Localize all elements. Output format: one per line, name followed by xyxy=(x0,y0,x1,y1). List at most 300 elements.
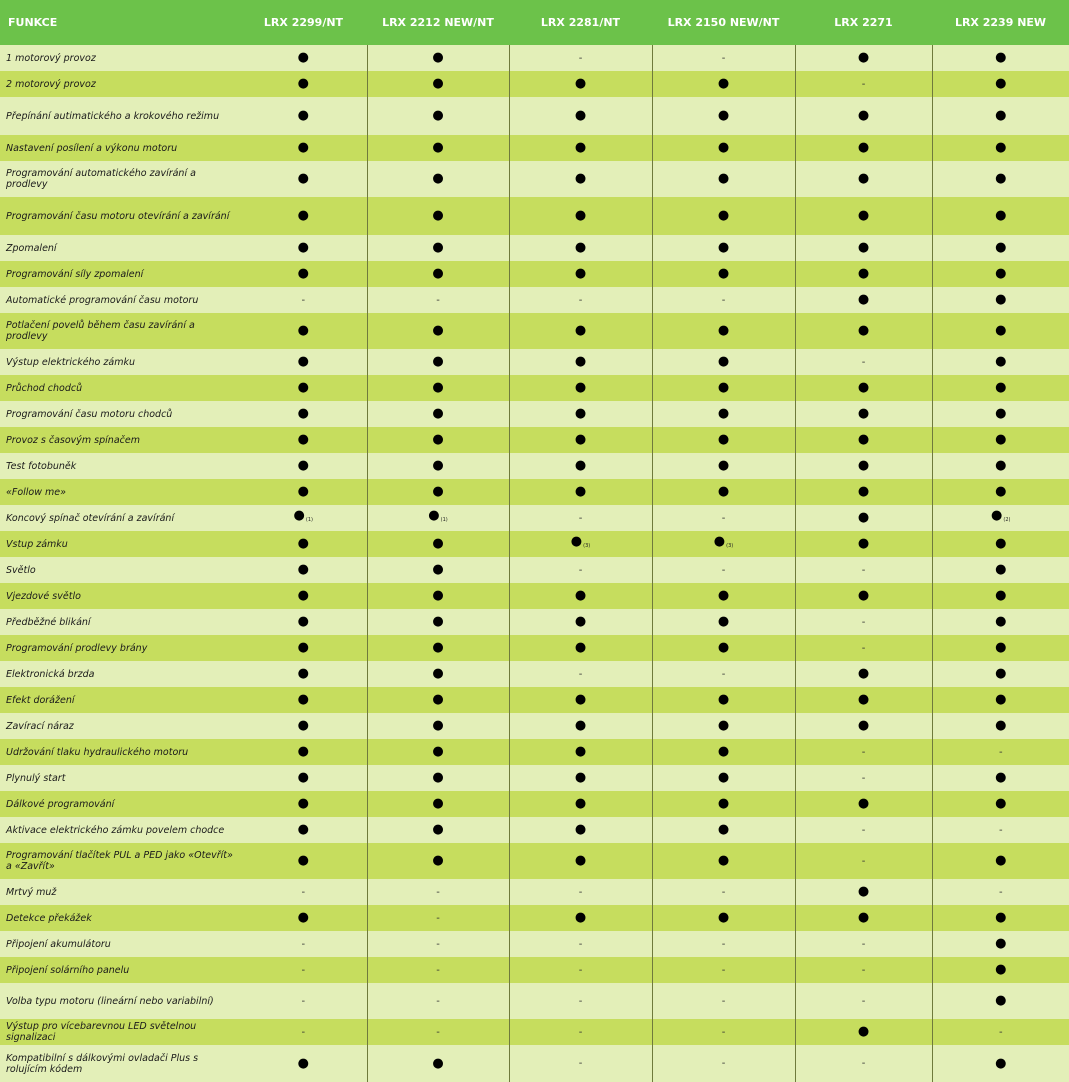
feature-label: Programování tlačítek PUL a PED jako «Otevřít» a «Zavřít» xyxy=(0,843,240,879)
feature-cell xyxy=(795,817,932,843)
supported-dot-icon: ● xyxy=(717,853,730,868)
supported-dot-icon: ● xyxy=(574,692,587,707)
feature-cell xyxy=(509,349,652,375)
supported-dot-icon: ● xyxy=(995,484,1007,499)
not-supported-dash: - xyxy=(998,1026,1003,1038)
feature-cell xyxy=(367,879,509,905)
feature-cell xyxy=(652,479,795,505)
feature-cell xyxy=(932,401,1069,427)
table-row xyxy=(0,401,1069,427)
feature-cell xyxy=(795,349,932,375)
footnote-marker: (1) xyxy=(305,517,313,523)
table-row xyxy=(0,1045,1069,1082)
feature-cell xyxy=(795,765,932,791)
supported-dot-icon: ● xyxy=(717,108,730,123)
feature-cell xyxy=(652,313,795,349)
not-supported-dash: - xyxy=(861,78,866,90)
feature-cell xyxy=(652,791,795,817)
feature-cell xyxy=(240,609,367,635)
feature-label: Výstup pro vícebarevnou LED světelnou signalizaci xyxy=(0,1019,240,1045)
feature-label: 1 motorový provoz xyxy=(0,45,240,71)
supported-dot-icon: ● xyxy=(574,354,587,369)
feature-cell xyxy=(652,687,795,713)
feature-cell xyxy=(367,505,509,531)
feature-cell xyxy=(795,197,932,235)
feature-cell xyxy=(932,765,1069,791)
feature-cell xyxy=(367,71,509,97)
feature-cell xyxy=(509,635,652,661)
not-supported-dash: - xyxy=(861,772,866,784)
supported-dot-icon: ● xyxy=(574,588,587,603)
supported-dot-icon: ● xyxy=(995,993,1007,1008)
supported-dot-icon: ● xyxy=(995,76,1007,91)
feature-cell xyxy=(795,661,932,687)
model-header-lrx-2281-nt: LRX 2281/NT xyxy=(509,0,652,45)
supported-dot-icon: ● xyxy=(297,108,309,123)
feature-label: Světlo xyxy=(0,557,240,583)
feature-cell xyxy=(652,71,795,97)
not-supported-dash: - xyxy=(861,855,866,867)
not-supported-dash: - xyxy=(578,1026,583,1038)
supported-dot-icon: ● xyxy=(717,614,730,629)
supported-dot-icon: ● xyxy=(432,323,444,338)
feature-cell xyxy=(932,713,1069,739)
feature-cell xyxy=(932,635,1069,661)
supported-dot-icon: ● xyxy=(857,240,870,255)
feature-cell xyxy=(652,905,795,931)
footnote-marker: (3) xyxy=(583,543,591,549)
supported-dot-icon: ● xyxy=(717,588,730,603)
feature-label: Průchod chodců xyxy=(0,375,240,401)
feature-cell xyxy=(795,135,932,161)
supported-dot-icon: ● xyxy=(857,718,870,733)
table-row xyxy=(0,531,1069,557)
feature-label: Připojení akumulátoru xyxy=(0,931,240,957)
supported-dot-icon: ● xyxy=(432,1055,444,1071)
supported-dot-icon: ● xyxy=(574,910,587,925)
table-row xyxy=(0,765,1069,791)
feature-cell xyxy=(795,427,932,453)
not-supported-dash: - xyxy=(436,886,440,898)
supported-dot-icon: ● xyxy=(717,432,730,447)
feature-cell xyxy=(240,661,367,687)
feature-cell xyxy=(240,235,367,261)
feature-cell xyxy=(509,1045,652,1082)
supported-dot-icon: ● xyxy=(995,640,1007,655)
feature-label: Vstup zámku xyxy=(0,531,240,557)
supported-dot-icon: ● xyxy=(574,640,587,655)
supported-dot-icon: ● xyxy=(297,910,309,925)
supported-dot-icon: ● xyxy=(717,822,730,837)
feature-cell xyxy=(932,739,1069,765)
supported-dot-icon: ● xyxy=(432,50,444,65)
feature-cell xyxy=(652,135,795,161)
feature-cell xyxy=(795,957,932,983)
supported-dot-icon: ● xyxy=(432,666,444,681)
table-row xyxy=(0,583,1069,609)
supported-dot-icon: ● xyxy=(995,588,1007,603)
feature-cell xyxy=(932,261,1069,287)
feature-cell xyxy=(795,505,932,531)
not-supported-dash: - xyxy=(861,1058,866,1069)
supported-dot-icon: ● xyxy=(857,536,870,551)
feature-cell xyxy=(240,135,367,161)
feature-cell xyxy=(240,505,367,531)
feature-cell xyxy=(240,161,367,197)
feature-cell xyxy=(932,905,1069,931)
table-row xyxy=(0,609,1069,635)
feature-cell xyxy=(367,349,509,375)
feature-cell xyxy=(509,583,652,609)
feature-cell xyxy=(652,879,795,905)
not-supported-dash: - xyxy=(578,512,583,524)
feature-cell xyxy=(240,97,367,135)
supported-dot-icon: ● xyxy=(995,936,1007,951)
supported-dot-icon: ● xyxy=(857,692,870,707)
not-supported-dash: - xyxy=(998,824,1003,836)
supported-dot-icon: ● xyxy=(995,171,1007,186)
feature-cell xyxy=(367,713,509,739)
supported-dot-icon: ● xyxy=(857,432,870,447)
supported-dot-icon: ● xyxy=(432,822,444,837)
supported-dot-icon: ● xyxy=(857,910,870,925)
feature-cell xyxy=(932,453,1069,479)
supported-dot-icon: ● xyxy=(297,562,309,577)
feature-cell xyxy=(652,235,795,261)
feature-cell xyxy=(652,261,795,287)
feature-cell xyxy=(367,765,509,791)
table-row xyxy=(0,957,1069,983)
supported-dot-icon: ● xyxy=(857,406,870,421)
feature-cell xyxy=(652,739,795,765)
supported-dot-icon: ● xyxy=(717,323,730,338)
feature-cell xyxy=(509,287,652,313)
feature-cell xyxy=(367,739,509,765)
model-header-lrx-2239-new: LRX 2239 NEW xyxy=(932,0,1069,45)
feature-label: Plynulý start xyxy=(0,765,240,791)
feature-cell xyxy=(509,197,652,235)
supported-dot-icon: ● xyxy=(717,640,730,655)
table-row xyxy=(0,161,1069,197)
supported-dot-icon: ● xyxy=(717,380,730,395)
supported-dot-icon: ● xyxy=(432,770,444,785)
feature-cell xyxy=(795,931,932,957)
feature-cell xyxy=(240,957,367,983)
feature-cell xyxy=(240,479,367,505)
feature-cell xyxy=(652,765,795,791)
not-supported-dash: - xyxy=(861,642,866,654)
feature-cell xyxy=(509,261,652,287)
not-supported-dash: - xyxy=(721,1058,726,1069)
supported-dot-icon: ● xyxy=(574,484,587,499)
supported-dot-icon: ● xyxy=(297,380,309,395)
feature-cell xyxy=(509,161,652,197)
not-supported-dash: - xyxy=(436,938,440,950)
table-row xyxy=(0,135,1069,161)
feature-cell xyxy=(240,261,367,287)
supported-dot-icon: ● xyxy=(293,508,305,523)
feature-cell xyxy=(367,197,509,235)
feature-cell xyxy=(509,427,652,453)
table-row xyxy=(0,687,1069,713)
feature-cell xyxy=(795,453,932,479)
table-row xyxy=(0,235,1069,261)
supported-dot-icon: ● xyxy=(857,208,870,223)
table-row xyxy=(0,375,1069,401)
table-row xyxy=(0,1019,1069,1045)
not-supported-dash: - xyxy=(301,1026,306,1038)
feature-cell xyxy=(652,661,795,687)
feature-cell xyxy=(795,557,932,583)
feature-cell xyxy=(795,1019,932,1045)
feature-cell xyxy=(509,45,652,71)
table-row xyxy=(0,791,1069,817)
not-supported-dash: - xyxy=(861,938,866,950)
feature-label: Elektronická brzda xyxy=(0,661,240,687)
supported-dot-icon: ● xyxy=(297,458,309,473)
supported-dot-icon: ● xyxy=(432,76,444,91)
feature-cell xyxy=(367,791,509,817)
feature-cell xyxy=(509,843,652,879)
supported-dot-icon: ● xyxy=(717,140,730,155)
supported-dot-icon: ● xyxy=(857,323,870,338)
feature-cell xyxy=(367,287,509,313)
feature-cell xyxy=(367,687,509,713)
feature-cell xyxy=(795,45,932,71)
feature-cell xyxy=(240,557,367,583)
supported-dot-icon: ● xyxy=(574,208,587,223)
model-header-lrx-2212-new-nt: LRX 2212 NEW/NT xyxy=(367,0,509,45)
feature-cell xyxy=(795,161,932,197)
feature-cell xyxy=(932,661,1069,687)
feature-cell xyxy=(509,905,652,931)
feature-cell xyxy=(367,843,509,879)
feature-cell xyxy=(509,235,652,261)
not-supported-dash: - xyxy=(721,995,726,1007)
feature-label: Předběžné blikání xyxy=(0,609,240,635)
supported-dot-icon: ● xyxy=(432,692,444,707)
feature-cell xyxy=(367,453,509,479)
feature-label: Přepínání autimatického a krokového režimu xyxy=(0,97,240,135)
feature-cell xyxy=(367,531,509,557)
supported-dot-icon: ● xyxy=(432,171,444,186)
feature-cell xyxy=(652,1019,795,1045)
supported-dot-icon: ● xyxy=(297,822,309,837)
supported-dot-icon: ● xyxy=(432,380,444,395)
supported-dot-icon: ● xyxy=(995,108,1007,123)
supported-dot-icon: ● xyxy=(432,432,444,447)
supported-dot-icon: ● xyxy=(428,508,440,523)
feature-cell xyxy=(367,1019,509,1045)
feature-cell xyxy=(795,479,932,505)
feature-cell xyxy=(795,739,932,765)
feature-cell xyxy=(509,1019,652,1045)
feature-cell xyxy=(795,235,932,261)
supported-dot-icon: ● xyxy=(995,458,1007,473)
table-row xyxy=(0,97,1069,135)
supported-dot-icon: ● xyxy=(717,458,730,473)
supported-dot-icon: ● xyxy=(995,432,1007,447)
not-supported-dash: - xyxy=(721,294,726,306)
supported-dot-icon: ● xyxy=(432,354,444,369)
feature-cell xyxy=(932,161,1069,197)
not-supported-dash: - xyxy=(436,964,440,976)
supported-dot-icon: ● xyxy=(995,536,1007,551)
feature-cell xyxy=(509,401,652,427)
supported-dot-icon: ● xyxy=(432,536,444,551)
feature-cell xyxy=(509,983,652,1019)
feature-cell xyxy=(509,739,652,765)
feature-cell xyxy=(795,261,932,287)
feature-label: Test fotobuněk xyxy=(0,453,240,479)
feature-cell xyxy=(652,635,795,661)
feature-cell xyxy=(367,661,509,687)
not-supported-dash: - xyxy=(578,52,583,64)
supported-dot-icon: ● xyxy=(297,796,309,811)
feature-cell xyxy=(509,879,652,905)
feature-cell xyxy=(652,957,795,983)
table-row xyxy=(0,739,1069,765)
feature-label: Zpomalení xyxy=(0,235,240,261)
not-supported-dash: - xyxy=(436,1026,440,1038)
supported-dot-icon: ● xyxy=(297,50,309,65)
supported-dot-icon: ● xyxy=(857,484,870,499)
feature-cell xyxy=(652,843,795,879)
supported-dot-icon: ● xyxy=(995,354,1007,369)
feature-cell xyxy=(240,531,367,557)
supported-dot-icon: ● xyxy=(995,770,1007,785)
table-row xyxy=(0,197,1069,235)
not-supported-dash: - xyxy=(861,824,866,836)
supported-dot-icon: ● xyxy=(995,140,1007,155)
supported-dot-icon: ● xyxy=(857,588,870,603)
feature-cell xyxy=(509,817,652,843)
feature-label: «Follow me» xyxy=(0,479,240,505)
feature-cell xyxy=(932,235,1069,261)
supported-dot-icon: ● xyxy=(857,666,870,681)
supported-dot-icon: ● xyxy=(857,380,870,395)
supported-dot-icon: ● xyxy=(995,614,1007,629)
feature-cell xyxy=(932,531,1069,557)
feature-cell xyxy=(932,583,1069,609)
feature-cell xyxy=(240,287,367,313)
feature-label: Připojení solárního panelu xyxy=(0,957,240,983)
supported-dot-icon: ● xyxy=(995,406,1007,421)
supported-dot-icon: ● xyxy=(297,770,309,785)
supported-dot-icon: ● xyxy=(297,171,309,186)
supported-dot-icon: ● xyxy=(857,292,870,307)
table-row xyxy=(0,879,1069,905)
feature-cell xyxy=(932,313,1069,349)
feature-cell xyxy=(240,879,367,905)
feature-cell xyxy=(240,905,367,931)
supported-dot-icon: ● xyxy=(432,796,444,811)
supported-dot-icon: ● xyxy=(570,534,583,549)
supported-dot-icon: ● xyxy=(574,323,587,338)
feature-cell xyxy=(240,687,367,713)
feature-cell xyxy=(652,931,795,957)
supported-dot-icon: ● xyxy=(995,266,1007,281)
feature-cell xyxy=(932,931,1069,957)
feature-cell xyxy=(652,983,795,1019)
feature-cell xyxy=(509,713,652,739)
supported-dot-icon: ● xyxy=(574,458,587,473)
feature-cell xyxy=(240,635,367,661)
feature-cell xyxy=(795,375,932,401)
feature-label: Programování automatického zavírání a prodlevy xyxy=(0,161,240,197)
supported-dot-icon: ● xyxy=(432,240,444,255)
feature-cell xyxy=(652,401,795,427)
feature-label: Zavírací náraz xyxy=(0,713,240,739)
feature-cell xyxy=(652,817,795,843)
supported-dot-icon: ● xyxy=(995,562,1007,577)
not-supported-dash: - xyxy=(578,964,583,976)
feature-cell xyxy=(509,505,652,531)
not-supported-dash: - xyxy=(861,564,866,576)
not-supported-dash: - xyxy=(721,564,726,576)
supported-dot-icon: ● xyxy=(297,432,309,447)
feature-cell xyxy=(652,97,795,135)
model-header-lrx-2271: LRX 2271 xyxy=(795,0,932,45)
feature-cell xyxy=(795,71,932,97)
not-supported-dash: - xyxy=(861,746,866,758)
feature-cell xyxy=(367,983,509,1019)
supported-dot-icon: ● xyxy=(857,796,870,811)
supported-dot-icon: ● xyxy=(991,508,1003,523)
feature-cell xyxy=(932,97,1069,135)
feature-label: Efekt dorážení xyxy=(0,687,240,713)
supported-dot-icon: ● xyxy=(857,884,870,899)
table-row xyxy=(0,983,1069,1019)
supported-dot-icon: ● xyxy=(432,562,444,577)
feature-cell xyxy=(240,765,367,791)
table-row xyxy=(0,427,1069,453)
feature-cell xyxy=(509,135,652,161)
supported-dot-icon: ● xyxy=(432,140,444,155)
supported-dot-icon: ● xyxy=(995,292,1007,307)
not-supported-dash: - xyxy=(436,912,440,924)
supported-dot-icon: ● xyxy=(574,266,587,281)
feature-cell xyxy=(932,1045,1069,1082)
feature-cell xyxy=(367,261,509,287)
feature-cell xyxy=(367,609,509,635)
supported-dot-icon: ● xyxy=(297,140,309,155)
supported-dot-icon: ● xyxy=(297,266,309,281)
supported-dot-icon: ● xyxy=(574,718,587,733)
supported-dot-icon: ● xyxy=(297,692,309,707)
supported-dot-icon: ● xyxy=(574,171,587,186)
feature-cell xyxy=(652,161,795,197)
not-supported-dash: - xyxy=(436,995,440,1007)
feature-cell xyxy=(652,197,795,235)
supported-dot-icon: ● xyxy=(432,266,444,281)
feature-cell xyxy=(795,635,932,661)
supported-dot-icon: ● xyxy=(432,614,444,629)
table-row xyxy=(0,349,1069,375)
feature-cell xyxy=(652,505,795,531)
feature-cell xyxy=(240,45,367,71)
feature-cell xyxy=(795,905,932,931)
feature-cell xyxy=(240,583,367,609)
table-row xyxy=(0,505,1069,531)
supported-dot-icon: ● xyxy=(857,266,870,281)
not-supported-dash: - xyxy=(861,995,866,1007)
feature-cell xyxy=(240,739,367,765)
supported-dot-icon: ● xyxy=(995,380,1007,395)
feature-cell xyxy=(932,287,1069,313)
footnote-marker: (2) xyxy=(1003,517,1011,523)
not-supported-dash: - xyxy=(436,294,440,306)
